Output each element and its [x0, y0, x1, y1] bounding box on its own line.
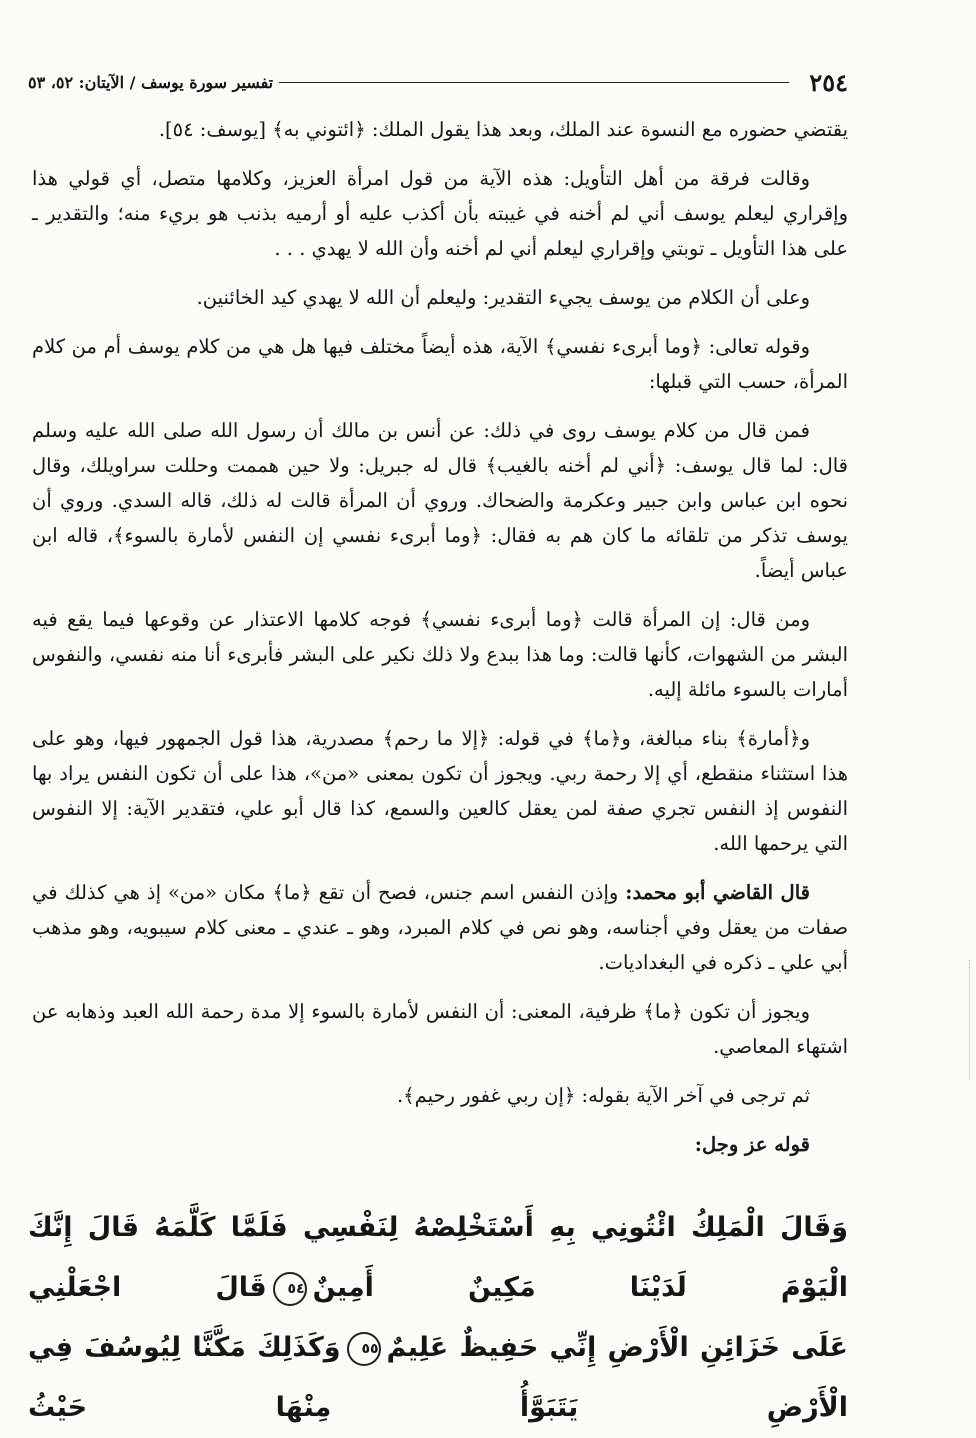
page-number: ٢٥٤ [809, 67, 848, 97]
verse-intro: قوله عز وجل: [694, 1133, 810, 1156]
verse-text: عَلَى خَزَائِنِ الْأَرْضِ إِنِّي حَفِيظٌ عَلِيمٌ [386, 1332, 848, 1363]
running-title: تفسير سورة يوسف / الآيتان: ٥٢، ٥٣ [28, 72, 274, 92]
paragraph-text: وعلى أن الكلام من يوسف يجيء التقدير: وليعلم أن الله لا يهدي كيد الخائنين. [196, 286, 810, 309]
quran-verses [28, 1198, 848, 1438]
paragraph [32, 721, 848, 861]
paragraph [32, 161, 848, 266]
ayah-number-marker: ٥٥ [347, 1332, 381, 1366]
quran-line-2 [28, 1318, 848, 1438]
paragraph-text: ومن قال: إن المرأة قالت ﴿وما أبرىء نفسي﴾ فوجه كلامها الاعتذار عن وقوعها فيما يقع فيه البشر من الشهوات، كأنها قالت: وما هذا ببدع ولا ذلك نكير على البشر فأبرىء أنا منه نفسي، والنفوس أمارات بالسوء مائلة إليه. [32, 608, 848, 701]
paragraph-text: وقوله تعالى: ﴿وما أبرىء نفسي﴾ الآية، هذه أيضاً مختلف فيها هل هي من كلام يوسف أم من كلام المرأة، حسب التي قبلها: [32, 335, 848, 393]
verse-text: وَكَذَلِكَ مَكَّنَّا لِيُوسُفَ فِي الْأَرْضِ يَتَبَوَّأُ مِنْهَا حَيْثُ [28, 1332, 848, 1423]
paragraph-text: ثم ترجى في آخر الآية بقوله: ﴿إن ربي غفور رحيم﴾. [396, 1084, 810, 1107]
quran-line-1 [28, 1198, 848, 1318]
paragraph [32, 875, 848, 980]
paragraph [32, 994, 848, 1064]
paragraph [32, 112, 848, 147]
paragraph [32, 602, 848, 707]
verse-text: وَقَالَ الْمَلِكُ ائْتُونِي بِهِ أَسْتَخْلِصْهُ لِنَفْسِي فَلَمَّا كَلَّمَهُ قَالَ إِنَّكَ الْيَوْمَ لَدَيْنَا مَكِينٌ أَمِينٌ [28, 1212, 848, 1303]
paragraph-text: و﴿أمارة﴾ بناء مبالغة، و﴿ما﴾ في قوله: ﴿إلا ما رحم﴾ مصدرية، هذا قول الجمهور فيها، وهو على هذا استثناء منقطع، أي إلا رحمة ربي. ويجوز أن تكون بمعنى «من»، هذا على أن تكون النفس يراد بها النفوس إذ النفس تجري صفة لمن يعقل كالعين والسمع، كذا قال أبو علي، فتقدير الآية: إلا النفوس التي يرحمها الله. [32, 727, 848, 855]
commentary-body [32, 112, 848, 1176]
paragraph [32, 1127, 848, 1162]
header-rule [279, 82, 789, 83]
page-header [28, 62, 848, 102]
paragraph-text: فمن قال من كلام يوسف روى في ذلك: عن أنس بن مالك أن رسول الله صلى الله عليه وسلم قال: لما قال يوسف: ﴿أني لم أخنه بالغيب﴾ قال له جبريل: ولا حين هممت وحللت سراويلك، وقال نحوه ابن عباس وابن جبير وعكرمة والضحاك. وروي أن المرأة قالت له ذلك، قاله السدي. وروي أن يوسف تذكر من تلقائه ما كان هم به فقال: ﴿وما أبرىء نفسي إن النفس لأمارة بالسوء﴾، قاله ابن عباس أيضاً. [32, 419, 848, 582]
paragraph [32, 1078, 848, 1113]
scan-artifact [965, 960, 970, 1080]
paragraph [32, 329, 848, 399]
paragraph [32, 413, 848, 588]
ayah-number-marker: ٥٤ [273, 1272, 307, 1306]
paragraph-text: وإذن النفس اسم جنس، فصح أن تقع ﴿ما﴾ مكان «من» إذ هي كذلك في صفات من يعقل وفي أجناسه، وهو نص في كلام المبرد، وهو ـ عندي ـ معنى كلام سيبويه، وهو مذهب أبي علي ـ ذكره في البغداديات. [32, 881, 848, 974]
paragraph-text: يقتضي حضوره مع النسوة عند الملك، وبعد هذا يقول الملك: ﴿ائتوني به﴾ [يوسف: ٥٤]. [158, 118, 848, 141]
paragraph-text: ويجوز أن تكون ﴿ما﴾ ظرفية، المعنى: أن النفس لأمارة بالسوء إلا مدة رحمة الله العبد وذهابه عن اشتهاء المعاصي. [32, 1000, 848, 1058]
speaker-lead: قال القاضي أبو محمد: [625, 881, 810, 904]
verse-text: قَالَ اجْعَلْنِي [28, 1272, 267, 1303]
paragraph-text: وقالت فرقة من أهل التأويل: هذه الآية من قول امرأة العزيز، وكلامها متصل، أي قولي هذا وإقراري ليعلم يوسف أني لم أخنه في غيبته بأن أكذب عليه أو أرميه بذنب هو بريء منه؛ والتقدير ـ على هذا التأويل ـ توبتي وإقراري ليعلم أني لم أخنه وأن الله لا يهدي . . . [32, 167, 848, 260]
paragraph [32, 280, 848, 315]
